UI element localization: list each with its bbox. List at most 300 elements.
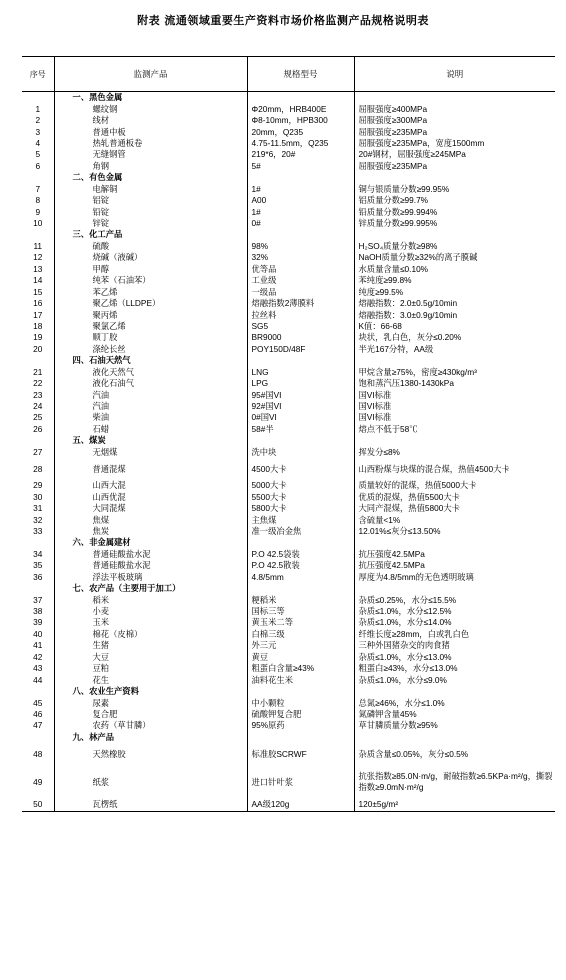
- description: 杂质≤1.0%，水分≤13.0%: [354, 652, 555, 663]
- category-number-cell: [22, 355, 54, 366]
- category-number-cell: [22, 686, 54, 697]
- table-row: [22, 298, 555, 309]
- category-number-cell: [22, 537, 54, 548]
- description: 优质的混煤，热值5500大卡: [354, 491, 555, 502]
- spec-value: 中小颗粒: [247, 697, 354, 708]
- spec-value: 58#半: [247, 424, 354, 435]
- table-row: [22, 401, 555, 412]
- spec-value: 95#国VI: [247, 389, 354, 400]
- product-name: 热轧普通板卷: [54, 138, 247, 149]
- table-row: [22, 720, 555, 731]
- category-desc-cell: [354, 732, 555, 743]
- category-desc-cell: [354, 435, 555, 446]
- row-number: 49: [33, 776, 43, 787]
- description: 屈服强度≥300MPa: [354, 115, 555, 126]
- product-name: 焦炭: [54, 526, 247, 537]
- product-name: 普通混煤: [54, 458, 247, 480]
- spec-value: 粗蛋白含量≥43%: [247, 663, 354, 674]
- row-number: 5: [35, 149, 41, 160]
- category-label: 一、黑色金属: [54, 92, 247, 104]
- spec-table: [22, 56, 555, 812]
- spec-value: 32%: [247, 252, 354, 263]
- table-row: [22, 663, 555, 674]
- category-label: 九、林产品: [54, 732, 247, 743]
- table-row: [22, 424, 555, 435]
- table-row: [22, 447, 555, 458]
- table-row: [22, 241, 555, 252]
- table-row: [22, 799, 555, 811]
- product-name: 复合肥: [54, 709, 247, 720]
- product-name: 玉米: [54, 617, 247, 628]
- table-row: [22, 264, 555, 275]
- row-number: 19: [33, 332, 43, 343]
- table-row: [22, 617, 555, 628]
- product-name: 小麦: [54, 606, 247, 617]
- description: 厚度为4.8/5mm的无色透明玻璃: [354, 572, 555, 583]
- table-row: [22, 709, 555, 720]
- table-row: [22, 514, 555, 525]
- header-desc: 说明: [354, 57, 555, 92]
- product-name: 大同混煤: [54, 503, 247, 514]
- product-name: 普通硅酸盐水泥: [54, 560, 247, 571]
- table-row: [22, 697, 555, 708]
- table-row: [22, 378, 555, 389]
- row-number: 37: [33, 594, 43, 605]
- table-row: [22, 412, 555, 423]
- product-name: 聚丙烯: [54, 309, 247, 320]
- category-number-cell: [22, 172, 54, 183]
- description: 屈服强度≥235MPa，宽度1500mm: [354, 138, 555, 149]
- row-number: 2: [35, 115, 41, 126]
- spec-value: 熔融指数2薄膜料: [247, 298, 354, 309]
- category-spec-cell: [247, 583, 354, 594]
- description: NaOH质量分数≥32%的离子膜碱: [354, 252, 555, 263]
- product-name: 聚氯乙烯: [54, 321, 247, 332]
- product-name: 山西大混: [54, 480, 247, 491]
- category-row: [22, 92, 555, 104]
- spec-value: 20mm，Q235: [247, 126, 354, 137]
- row-number: 23: [33, 389, 43, 400]
- product-name: 烧碱（液碱）: [54, 252, 247, 263]
- category-row: [22, 172, 555, 183]
- category-desc-cell: [354, 229, 555, 240]
- header-no: 序号: [22, 57, 54, 92]
- row-number: 40: [33, 628, 43, 639]
- description: 粗蛋白≥43%，水分≤13.0%: [354, 663, 555, 674]
- table-row: [22, 161, 555, 172]
- table-row: [22, 332, 555, 343]
- row-number: 24: [33, 401, 43, 412]
- row-number: 7: [35, 183, 41, 194]
- description: 国VI标准: [354, 401, 555, 412]
- row-number: 34: [33, 548, 43, 559]
- header-spec: 规格型号: [247, 57, 354, 92]
- row-number: 18: [33, 320, 43, 331]
- description: 纤维长度≥28mm，白或乳白色: [354, 629, 555, 640]
- description: 抗张指数≥85.0N·m/g，耐破指数≥6.5KPa·m²/g，撕裂指数≥9.0mN·m²/g: [354, 765, 555, 799]
- product-name: 花生: [54, 674, 247, 685]
- product-name: 锌锭: [54, 218, 247, 229]
- category-desc-cell: [354, 355, 555, 366]
- table-row: [22, 115, 555, 126]
- spec-value: 0#: [247, 218, 354, 229]
- category-spec-cell: [247, 355, 354, 366]
- spec-value: 外三元: [247, 640, 354, 651]
- spec-value: 硫酸钾复合肥: [247, 709, 354, 720]
- product-name: 电解铜: [54, 184, 247, 195]
- table-row: [22, 252, 555, 263]
- spec-value: 1#: [247, 184, 354, 195]
- category-row: [22, 732, 555, 743]
- product-name: 液化天然气: [54, 367, 247, 378]
- row-number: 11: [33, 240, 43, 251]
- row-number: 22: [33, 378, 43, 389]
- table-row: [22, 674, 555, 685]
- row-number: 48: [33, 748, 43, 759]
- table-row: [22, 138, 555, 149]
- spec-value: 粳稻米: [247, 594, 354, 605]
- description: 12.01%≤灰分≤13.50%: [354, 526, 555, 537]
- row-number: 38: [33, 606, 43, 617]
- description: 总氮≥46%，水分≤1.0%: [354, 697, 555, 708]
- category-spec-cell: [247, 732, 354, 743]
- product-name: 山西优混: [54, 491, 247, 502]
- description: 大同产混煤，热值5800大卡: [354, 503, 555, 514]
- spec-value: 油料花生米: [247, 674, 354, 685]
- category-desc-cell: [354, 92, 555, 104]
- spec-value: 4500大卡: [247, 458, 354, 480]
- spec-value: A00: [247, 195, 354, 206]
- description: 抗压强度42.5MPa: [354, 560, 555, 571]
- row-number: 17: [33, 309, 43, 320]
- product-name: 角钢: [54, 161, 247, 172]
- category-label: 二、有色金属: [54, 172, 247, 183]
- table-header-row: [22, 57, 555, 92]
- row-number: 14: [33, 275, 43, 286]
- category-spec-cell: [247, 92, 354, 104]
- row-number: 20: [33, 343, 43, 354]
- category-number-cell: [22, 229, 54, 240]
- category-spec-cell: [247, 229, 354, 240]
- category-number-cell: [22, 732, 54, 743]
- table-row: [22, 526, 555, 537]
- table-row: [22, 458, 555, 480]
- description: 抗压强度42.5MPa: [354, 549, 555, 560]
- row-number: 32: [33, 514, 43, 525]
- description: 屈服强度≥400MPa: [354, 103, 555, 114]
- description: 铅质量分数≥99.994%: [354, 206, 555, 217]
- table-body: [22, 92, 555, 812]
- category-desc-cell: [354, 537, 555, 548]
- product-name: 无缝钢管: [54, 149, 247, 160]
- table-row: [22, 652, 555, 663]
- description: 杂质≤1.0%，水分≤12.5%: [354, 606, 555, 617]
- product-name: 农药（草甘膦）: [54, 720, 247, 731]
- spec-value: 黄豆: [247, 652, 354, 663]
- description: 国VI标准: [354, 412, 555, 423]
- table-row: [22, 184, 555, 195]
- row-number: 45: [33, 697, 43, 708]
- product-name: 线材: [54, 115, 247, 126]
- row-number: 9: [35, 206, 41, 217]
- description: 氮磷钾含量45%: [354, 709, 555, 720]
- spec-value: 准一级冶金焦: [247, 526, 354, 537]
- description: 屈服强度≥235MPa: [354, 126, 555, 137]
- row-number: 39: [33, 617, 43, 628]
- table-row: [22, 503, 555, 514]
- table-row: [22, 275, 555, 286]
- category-desc-cell: [354, 686, 555, 697]
- row-number: 1: [35, 103, 41, 114]
- spec-value: P.O 42.5袋装: [247, 549, 354, 560]
- row-number: 41: [33, 640, 43, 651]
- spec-value: 拉丝料: [247, 309, 354, 320]
- table-row: [22, 480, 555, 491]
- row-number: 46: [33, 708, 43, 719]
- description: 杂质≤1.0%，水分≤9.0%: [354, 674, 555, 685]
- product-name: 焦煤: [54, 514, 247, 525]
- row-number: 42: [33, 651, 43, 662]
- spec-value: 5000大卡: [247, 480, 354, 491]
- table-row: [22, 549, 555, 560]
- spec-value: 洗中块: [247, 447, 354, 458]
- product-name: 涤纶长丝: [54, 344, 247, 355]
- row-number: 6: [35, 160, 41, 171]
- category-row: [22, 435, 555, 446]
- description: 杂质含量≤0.05%，灰分≤0.5%: [354, 743, 555, 765]
- product-name: 汽油: [54, 389, 247, 400]
- row-number: 8: [35, 195, 41, 206]
- category-label: 四、石油天然气: [54, 355, 247, 366]
- table-row: [22, 286, 555, 297]
- category-spec-cell: [247, 686, 354, 697]
- spec-value: 国标三等: [247, 606, 354, 617]
- spec-value: 主焦煤: [247, 514, 354, 525]
- header-product: 监测产品: [54, 57, 247, 92]
- spec-value: 黄玉米二等: [247, 617, 354, 628]
- spec-value: 1#: [247, 206, 354, 217]
- spec-value: 98%: [247, 241, 354, 252]
- product-name: 瓦楞纸: [54, 799, 247, 811]
- product-name: 顺丁胶: [54, 332, 247, 343]
- description: 铝质量分数≥99.7%: [354, 195, 555, 206]
- product-name: 棉花（皮棉）: [54, 629, 247, 640]
- description: 水质量含量≤0.10%: [354, 264, 555, 275]
- category-desc-cell: [354, 583, 555, 594]
- table-row: [22, 560, 555, 571]
- product-name: 纸浆: [54, 765, 247, 799]
- category-spec-cell: [247, 435, 354, 446]
- product-name: 大豆: [54, 652, 247, 663]
- spec-value: 标准胶SCRWF: [247, 743, 354, 765]
- row-number: 10: [33, 218, 43, 229]
- category-label: 三、化工产品: [54, 229, 247, 240]
- table-row: [22, 606, 555, 617]
- description: 屈服强度≥235MPa: [354, 161, 555, 172]
- row-number: 28: [33, 463, 43, 474]
- table-row: [22, 195, 555, 206]
- table-row: [22, 309, 555, 320]
- spec-value: 92#国VI: [247, 401, 354, 412]
- spec-value: 4.8/5mm: [247, 572, 354, 583]
- product-name: 柴油: [54, 412, 247, 423]
- spec-value: POY150D/48F: [247, 344, 354, 355]
- product-name: 铝锭: [54, 195, 247, 206]
- product-name: 甲醇: [54, 264, 247, 275]
- table-row: [22, 149, 555, 160]
- product-name: 汽油: [54, 401, 247, 412]
- row-number: 36: [33, 571, 43, 582]
- page-title: 附表 流通领域重要生产资料市场价格监测产品规格说明表: [137, 14, 429, 27]
- description: H₂SO₄质量分数≥98%: [354, 241, 555, 252]
- product-name: 天然橡胶: [54, 743, 247, 765]
- product-name: 硫酸: [54, 241, 247, 252]
- category-spec-cell: [247, 172, 354, 183]
- table-row: [22, 640, 555, 651]
- table-row: [22, 765, 555, 799]
- spec-value: 进口针叶浆: [247, 765, 354, 799]
- category-label: 七、农产品（主要用于加工）: [54, 583, 247, 594]
- row-number: 27: [33, 446, 43, 457]
- description: 块状，乳白色，灰分≤0.20%: [354, 332, 555, 343]
- row-number: 44: [33, 674, 43, 685]
- spec-value: P.O 42.5散装: [247, 560, 354, 571]
- description: 质量较好的混煤，热值5000大卡: [354, 480, 555, 491]
- spec-value: LPG: [247, 378, 354, 389]
- row-number: 3: [35, 126, 41, 137]
- table-row: [22, 344, 555, 355]
- description: 甲烷含量≥75%，密度≥430kg/m³: [354, 367, 555, 378]
- spec-value: Φ20mm，HRB400E: [247, 103, 354, 114]
- description: 杂质≤1.0%，水分≤14.0%: [354, 617, 555, 628]
- table-row: [22, 572, 555, 583]
- category-row: [22, 229, 555, 240]
- spec-value: LNG: [247, 367, 354, 378]
- product-name: 普通中板: [54, 126, 247, 137]
- product-name: 石蜡: [54, 424, 247, 435]
- description: 熔融指数：2.0±0.5g/10min: [354, 298, 555, 309]
- description: 草甘膦质量分数≥95%: [354, 720, 555, 731]
- description: 半光167分特，AA级: [354, 344, 555, 355]
- row-number: 21: [33, 366, 43, 377]
- table-row: [22, 389, 555, 400]
- table-row: [22, 743, 555, 765]
- spec-value: 一级品: [247, 286, 354, 297]
- spec-value: 5800大卡: [247, 503, 354, 514]
- product-name: 铅锭: [54, 206, 247, 217]
- product-name: 豆粕: [54, 663, 247, 674]
- table-row: [22, 321, 555, 332]
- product-name: 纯苯（石油苯）: [54, 275, 247, 286]
- spec-value: 4.75-11.5mm，Q235: [247, 138, 354, 149]
- spec-value: 优等品: [247, 264, 354, 275]
- spec-value: 0#国VI: [247, 412, 354, 423]
- product-name: 螺纹钢: [54, 103, 247, 114]
- row-number: 47: [33, 720, 43, 731]
- spec-value: 工业级: [247, 275, 354, 286]
- row-number: 30: [33, 491, 43, 502]
- description: 山西粉煤与块煤的混合煤，热值4500大卡: [354, 458, 555, 480]
- category-row: [22, 583, 555, 594]
- product-name: 无烟煤: [54, 447, 247, 458]
- spec-value: AA级120g: [247, 799, 354, 811]
- description: 苯纯度≥99.8%: [354, 275, 555, 286]
- description: 锌质量分数≥99.995%: [354, 218, 555, 229]
- category-number-cell: [22, 435, 54, 446]
- category-row: [22, 686, 555, 697]
- description: 熔点不低于58℃: [354, 424, 555, 435]
- table-row: [22, 103, 555, 114]
- product-name: 尿素: [54, 697, 247, 708]
- row-number: 25: [33, 412, 43, 423]
- category-row: [22, 355, 555, 366]
- product-name: 生猪: [54, 640, 247, 651]
- category-label: 五、煤炭: [54, 435, 247, 446]
- product-name: 普通硅酸盐水泥: [54, 549, 247, 560]
- category-label: 六、非金属建材: [54, 537, 247, 548]
- category-desc-cell: [354, 172, 555, 183]
- spec-value: 219*6，20#: [247, 149, 354, 160]
- row-number: 26: [33, 423, 43, 434]
- table-row: [22, 491, 555, 502]
- spec-value: SG5: [247, 321, 354, 332]
- table-row: [22, 367, 555, 378]
- row-number: 16: [33, 298, 43, 309]
- description: 20#钢材，屈服强度≥245MPa: [354, 149, 555, 160]
- category-spec-cell: [247, 537, 354, 548]
- category-number-cell: [22, 583, 54, 594]
- row-number: 35: [33, 560, 43, 571]
- spec-value: 95%原药: [247, 720, 354, 731]
- category-number-cell: [22, 92, 54, 104]
- description: 挥发分≤8%: [354, 447, 555, 458]
- table-row: [22, 218, 555, 229]
- row-number: 15: [33, 286, 43, 297]
- category-row: [22, 537, 555, 548]
- row-number: 33: [33, 525, 43, 536]
- spec-value: Φ8-10mm，HPB300: [247, 115, 354, 126]
- description: 饱和蒸汽压1380-1430kPa: [354, 378, 555, 389]
- spec-value: 5500大卡: [247, 491, 354, 502]
- description: 国VI标准: [354, 389, 555, 400]
- product-name: 稻米: [54, 594, 247, 605]
- spec-value: 白棉三级: [247, 629, 354, 640]
- description: K值：66-68: [354, 321, 555, 332]
- description: 三种外国猪杂交的肉食猪: [354, 640, 555, 651]
- row-number: 13: [33, 263, 43, 274]
- description: 铜与银质量分数≥99.95%: [354, 184, 555, 195]
- spec-value: 5#: [247, 161, 354, 172]
- table-row: [22, 594, 555, 605]
- description: 纯度≥99.5%: [354, 286, 555, 297]
- row-number: 29: [33, 480, 43, 491]
- category-label: 八、农业生产资料: [54, 686, 247, 697]
- description: 熔融指数：3.0±0.9g/10min: [354, 309, 555, 320]
- row-number: 12: [33, 252, 43, 263]
- row-number: 4: [35, 137, 41, 148]
- table-row: [22, 126, 555, 137]
- product-name: 浮法平板玻璃: [54, 572, 247, 583]
- description: 杂质≤0.25%，水分≤15.5%: [354, 594, 555, 605]
- product-name: 聚乙烯（LLDPE）: [54, 298, 247, 309]
- table-row: [22, 206, 555, 217]
- description: 120±5g/m²: [354, 799, 555, 811]
- product-name: 苯乙烯: [54, 286, 247, 297]
- row-number: 31: [33, 503, 43, 514]
- spec-value: BR9000: [247, 332, 354, 343]
- row-number: 50: [22, 799, 54, 811]
- row-number: 43: [33, 663, 43, 674]
